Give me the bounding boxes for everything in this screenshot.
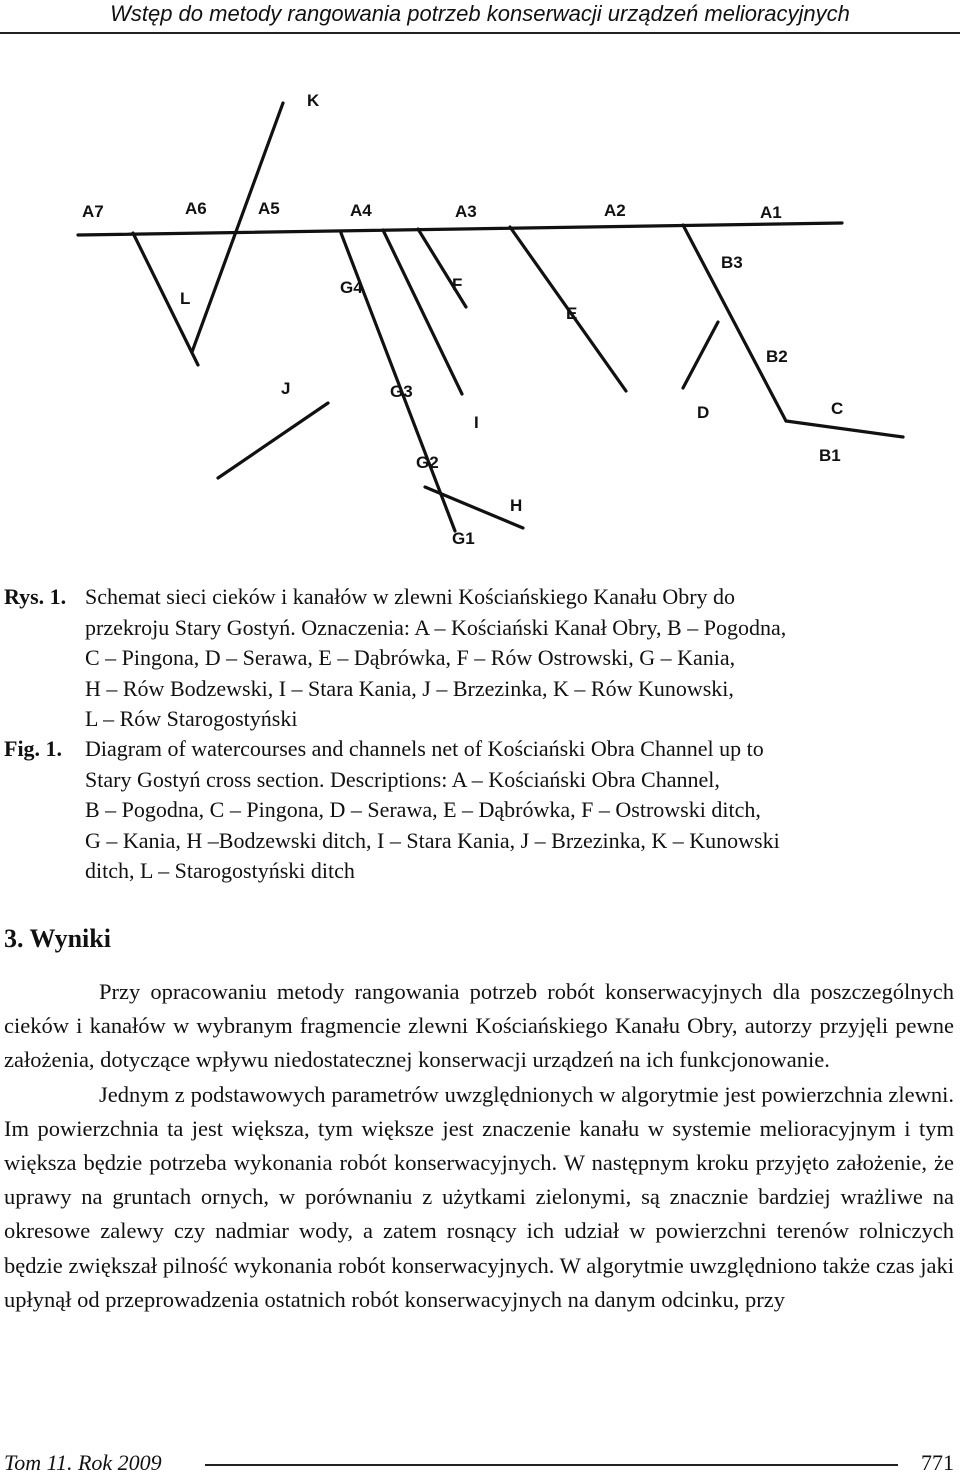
channel-A-main	[78, 223, 842, 235]
label-G3: G3	[390, 382, 413, 401]
footer-rule	[205, 1464, 898, 1466]
label-I: I	[474, 413, 479, 432]
caption-line: C – Pingona, D – Serawa, E – Dąbrówka, F – Rów Ostrowski, G – Kania,	[85, 645, 736, 670]
label-B3: B3	[721, 253, 743, 272]
label-G1: G1	[452, 529, 475, 548]
branch-F	[418, 229, 466, 307]
caption-line: przekroju Stary Gostyń. Oznaczenia: A – Kościański Kanał Obry, B – Pogodna,	[85, 614, 787, 640]
caption-line: H – Rów Bodzewski, I – Stara Kania, J – Brzezinka, K – Rów Kunowski,	[85, 675, 734, 701]
caption-line: B – Pogodna, C – Pingona, D – Serawa, E – Dąbrówka, F – Ostrowski ditch,	[85, 797, 761, 822]
label-A2: A2	[604, 201, 626, 220]
caption-line: Schemat sieci cieków i kanałów w zlewni Kościańskiego Kanału Obry do	[85, 584, 736, 609]
label-A4: A4	[350, 201, 372, 220]
running-header	[0, 0, 960, 34]
body-text	[4, 975, 954, 1317]
caption-label: Fig. 1.	[4, 736, 63, 761]
caption-text	[85, 734, 945, 887]
caption-text	[85, 582, 945, 735]
branch-C	[786, 421, 903, 437]
caption-line: G – Kania, H –Bodzewski ditch, I – Stara Kania, J – Brzezinka, K – Kunowski	[85, 827, 780, 853]
page-number: 771	[921, 1450, 954, 1475]
paragraph: Jednym z podstawowych parametrów uwzględnionych w algorytmie jest powierzchnia zlewni. Im powierzchnia ta jest większa, tym większe jest znaczenie kanału w systemie melioracyjnym i tym większa będzie potrzeba wykonania robót konserwacyjnych. W następnym kroku przyjęto założenie, że uprawy na gruntach ornych, w porównaniu z użytkami zielonymi, są znacznie bardziej wrażliwe na okresowe zalewy czy nadmiar wody, a zatem rosnący ich udział w powierzchni terenów rolniczych będzie zwiększał pilność wykonania robót konserwacyjnych. W algorytmie uwzględniono także czas jaki upłynął od przeprowadzenia ostatnich robót konserwacyjnych na danym odcinku, przy	[4, 1081, 954, 1312]
label-L: L	[180, 289, 191, 308]
label-F: F	[452, 275, 463, 294]
label-G4: G4	[340, 278, 363, 297]
branch-K	[192, 103, 283, 352]
watercourse-network-diagram	[0, 40, 960, 580]
label-B1: B1	[819, 446, 841, 465]
label-B2: B2	[766, 347, 788, 366]
label-J: J	[281, 379, 291, 398]
volume-info: Tom 11. Rok 2009	[4, 1450, 162, 1475]
caption-label: Rys. 1.	[4, 584, 67, 609]
label-C: C	[831, 399, 844, 418]
label-H: H	[510, 496, 523, 515]
branch-D	[683, 322, 718, 388]
label-K: K	[307, 91, 320, 110]
paragraph: Przy opracowaniu metody rangowania potrzeb robót konserwacyjnych dla poszczególnych cieków i kanałów w wybranym fragmencie zlewni Kościańskiego Kanału Obry, autorzy przyjęli pewne założenia, dotyczące wpływu niedostatecznej konserwacji urządzeń na ich funkcjonowanie.	[4, 979, 954, 1073]
caption-line: L – Rów Starogostyński	[85, 706, 298, 731]
label-D: D	[697, 403, 710, 422]
caption-line: Stary Gostyń cross section. Descriptions: A – Kościański Obra Channel,	[85, 766, 720, 792]
branch-J	[218, 403, 328, 478]
label-E: E	[566, 304, 578, 323]
caption-line: ditch, L – Starogostyński ditch	[85, 858, 355, 883]
label-A7: A7	[82, 202, 104, 221]
section-heading: 3. Wyniki	[4, 924, 111, 953]
label-A6: A6	[185, 199, 207, 218]
page-footer	[0, 1450, 960, 1476]
label-A3: A3	[455, 202, 477, 221]
branch-H	[425, 487, 523, 528]
caption-line: Diagram of watercourses and channels net of Kościański Obra Channel up to	[85, 736, 764, 761]
running-title: Wstęp do metody rangowania potrzeb konserwacji urządzeń melioracyjnych	[110, 1, 850, 26]
figure-caption-english	[4, 734, 956, 887]
label-G2: G2	[416, 453, 439, 472]
label-A1: A1	[760, 203, 782, 222]
label-A5: A5	[258, 199, 280, 218]
figure-caption-polish	[4, 582, 956, 735]
